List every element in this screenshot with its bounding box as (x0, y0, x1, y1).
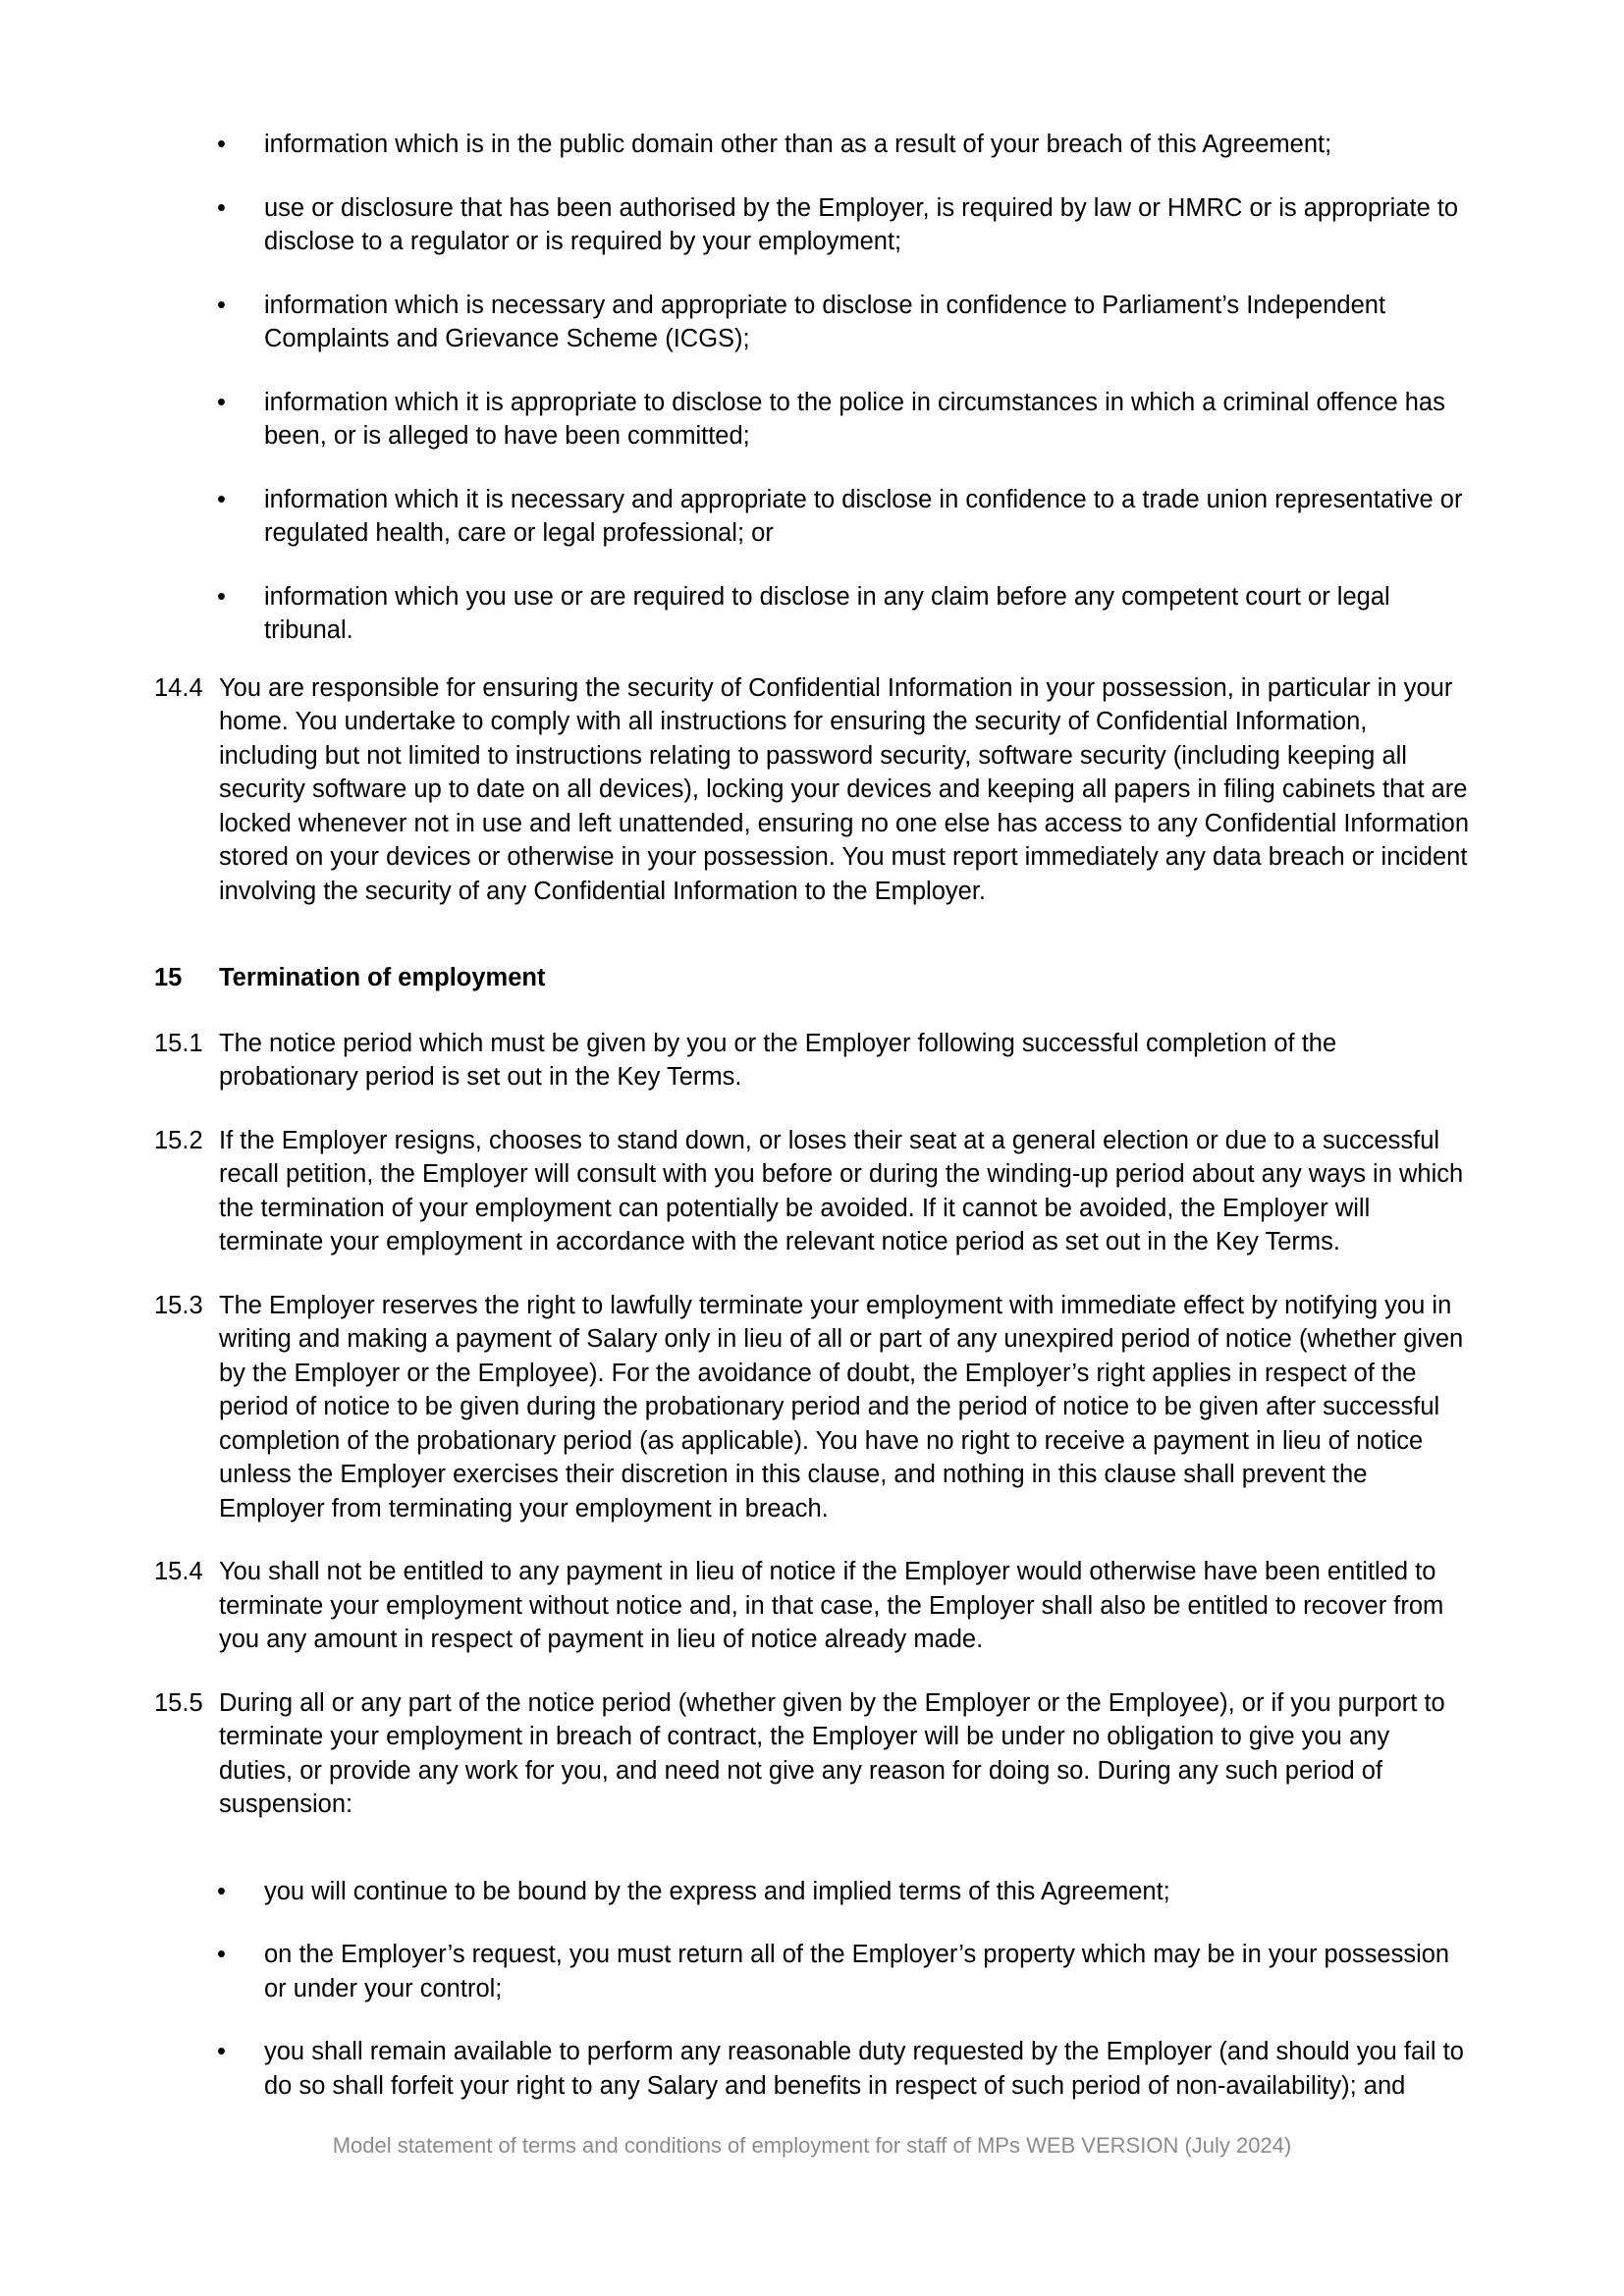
clause-15-5 (154, 1686, 1470, 1822)
suspension-bullet-list (154, 1875, 1470, 2104)
list-item-text: on the Employer’s request, you must return all of the Employer’s property which may be in your possession or under your control; (264, 1941, 1450, 2002)
document-body (154, 128, 1470, 2103)
clause-number: 15.1 (154, 1029, 203, 1057)
clause-15-1 (154, 1027, 1470, 1095)
clause-text: You shall not be entitled to any payment in lieu of notice if the Employer would otherwise have been entitled to terminate your employment without notice and, in that case, the Employer shall also be entitled to recover from you any amount in respect of payment in lieu of notice already made. (219, 1558, 1444, 1653)
spacer (154, 1851, 1470, 1875)
bullet-icon: • (217, 388, 226, 416)
list-item-text: information which it is necessary and appropriate to disclose in confidence to a trade union representative or regulated health, care or legal professional; or (264, 485, 1463, 547)
exceptions-bullet-list (154, 128, 1470, 648)
clause-text: The Employer reserves the right to lawfully terminate your employment with immediate effect by notifying you in writing and making a payment of Salary only in lieu of all or part of any unexpired period of notice (whether given by the Employer or the Employee). For the avoidance of doubt, the Employer’s right applies in respect of the period of notice to be given during the probationary period and the period of notice to be given after successful completion of the probationary period (as applicable). You have no right to receive a payment in lieu of notice unless the Employer exercises their discretion in this clause, and nothing in this clause shall prevent the Employer from terminating your employment in breach. (219, 1291, 1464, 1522)
clause-number: 15.4 (154, 1558, 203, 1585)
bullet-icon: • (217, 2038, 226, 2065)
bullet-icon: • (217, 1877, 226, 1905)
bullet-icon: • (217, 291, 226, 319)
clause-text: You are responsible for ensuring the security of Confidential Information in your possession, in particular in your home. You undertake to comply with all instructions for ensuring the security of Confidential Information, including but not limited to instructions relating to password security, software security (including keeping all security software up to date on all devices), locking your devices and keeping all papers in filing cabinets that are locked whenever not in use and left unattended, ensuring no one else has access to any Confidential Information stored on your devices or otherwise in your possession. You must report immediately any data breach or incident involving the security of any Confidential Information to the Employer. (219, 673, 1469, 905)
clause-number: 15.5 (154, 1688, 203, 1717)
section-title: Termination of employment (219, 964, 546, 991)
list-item (154, 191, 1470, 259)
list-item (154, 1938, 1470, 2005)
spacer (154, 937, 1470, 961)
bullet-icon: • (217, 1941, 226, 1968)
bullet-icon: • (217, 193, 226, 222)
clause-15-3 (154, 1289, 1470, 1526)
list-item-text: you shall remain available to perform any reasonable duty requested by the Employer (and should you fail to do so shall forfeit your right to any Salary and benefits in respect of such period of non-availability); and (264, 2038, 1464, 2100)
list-item (154, 483, 1470, 551)
clause-text: If the Employer resigns, chooses to stand down, or loses their seat at a general election or due to a successful recall petition, the Employer will consult with you before or during the winding-up period about any ways in which the termination of your employment can potentially be avoided. If it cannot be avoided, the Employer will terminate your employment in accordance with the relevant notice period as set out in the Key Terms. (219, 1126, 1464, 1255)
list-item-text: you will continue to be bound by the express and implied terms of this Agreement; (264, 1877, 1170, 1905)
bullet-icon: • (217, 485, 226, 513)
clause-text: During all or any part of the notice period (whether given by the Employer or the Employee), or if you purport to terminate your employment in breach of contract, the Employer will be under no obligation to give you any duties, or provide any work for you, and need not give any reason for doing so. During any such period of suspension: (219, 1688, 1445, 1818)
list-item (154, 1875, 1470, 1909)
list-item (154, 386, 1470, 454)
clause-15-4 (154, 1555, 1470, 1657)
clause-number: 15.3 (154, 1291, 203, 1319)
spacer (154, 648, 1470, 671)
bullet-icon: • (217, 131, 226, 158)
clause-number: 15.2 (154, 1126, 203, 1154)
clause-number: 14.4 (154, 673, 203, 702)
bullet-icon: • (217, 582, 226, 611)
list-item-text: information which you use or are required to disclose in any claim before any competent court or legal tribunal. (264, 582, 1390, 644)
page-footer (0, 2132, 1624, 2160)
list-item-text: information which it is appropriate to disclose to the police in circumstances in which a criminal offence has been, or is alleged to have been committed; (264, 388, 1445, 450)
clause-text: The notice period which must be given by you or the Employer following successful completion of the probationary period is set out in the Key Terms. (219, 1029, 1337, 1091)
list-item-text: use or disclosure that has been authorised by the Employer, is required by law or HMRC or is appropriate to disclose to a regulator or is required by your employment; (264, 193, 1459, 255)
list-item (154, 580, 1470, 648)
clause-15-2 (154, 1124, 1470, 1259)
section-heading-15 (154, 961, 1470, 995)
list-item (154, 128, 1470, 162)
footer-text: Model statement of terms and conditions of employment for staff of MPs WEB VERSION (July 2024) (332, 2133, 1292, 2158)
list-item-text: information which is necessary and appropriate to disclose in confidence to Parliament’s Independent Complaints and Grievance Scheme (ICGS); (264, 291, 1386, 352)
list-item (154, 289, 1470, 356)
section-number: 15 (154, 964, 183, 991)
clause-14-4 (154, 671, 1470, 909)
list-item (154, 2035, 1470, 2103)
list-item-text: information which is in the public domain other than as a result of your breach of this Agreement; (264, 131, 1332, 158)
